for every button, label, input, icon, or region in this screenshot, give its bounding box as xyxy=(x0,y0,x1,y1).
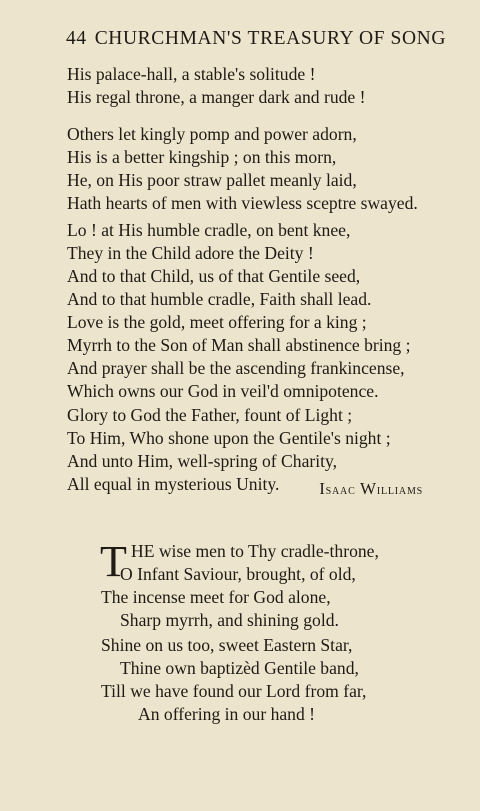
poem-line: To Him, Who shone upon the Gentile's night ; xyxy=(67,428,391,448)
poem-line: HE wise men to Thy cradle-throne, xyxy=(131,541,379,561)
poem-line: Others let kingly pomp and power adorn, xyxy=(67,124,357,144)
page-header xyxy=(66,28,446,50)
poem-line: An offering in our hand ! xyxy=(138,704,316,724)
poem-line: His regal throne, a manger dark and rude ! xyxy=(67,87,366,107)
hymn-stanza-2 xyxy=(101,634,366,726)
author-initial: I xyxy=(319,479,326,498)
poem-line: Thine own baptizèd Gentile band, xyxy=(120,658,359,678)
poem-line: Sharp myrrh, and shining gold. xyxy=(120,610,339,630)
poem-line: Glory to God the Father, fount of Light ; xyxy=(67,405,353,425)
poem-line: Lo ! at His humble cradle, on bent knee, xyxy=(67,220,351,240)
poem-line: Which owns our God in veil'd omnipotence. xyxy=(67,381,379,401)
stanza-2 xyxy=(67,123,418,215)
poem-line: And to that humble cradle, Faith shall lead. xyxy=(67,289,372,309)
poem-line: His palace-hall, a stable's solitude ! xyxy=(67,64,316,84)
poem-line: All equal in mysterious Unity. xyxy=(67,474,280,494)
author-name-part: saac xyxy=(325,482,356,498)
poem-line: O Infant Saviour, brought, of old, xyxy=(120,564,356,584)
page-number: 44 xyxy=(66,28,87,49)
poem-line: His is a better kingship ; on this morn, xyxy=(67,147,337,167)
hymn-stanza-1 xyxy=(101,563,356,632)
poem-line: They in the Child adore the Deity ! xyxy=(67,243,314,263)
stanza-3 xyxy=(67,219,371,311)
running-title: CHURCHMAN'S TREASURY OF SONG xyxy=(94,28,447,49)
stanza-4 xyxy=(67,311,411,403)
poem-line: Till we have found our Lord from far, xyxy=(101,681,367,701)
poem-line: Shine on us too, sweet Eastern Star, xyxy=(101,635,353,655)
poem-line: He, on His poor straw pallet meanly laid, xyxy=(67,170,357,190)
poem-line: And prayer shall be the ascending frankincense, xyxy=(67,358,405,378)
poem-line: And to that Child, us of that Gentile seed, xyxy=(67,266,361,286)
hymn-stanza-1-first-line xyxy=(131,540,379,563)
poem-line: Myrrh to the Son of Man shall abstinence bring ; xyxy=(67,335,411,355)
poem-line: Hath hearts of men with viewless sceptre swayed. xyxy=(67,193,418,213)
author-attribution xyxy=(319,479,423,499)
poem-line: Love is the gold, meet offering for a king ; xyxy=(67,312,367,332)
author-name-part: illiams xyxy=(376,482,423,498)
poem-line: And unto Him, well-spring of Charity, xyxy=(67,451,338,471)
drop-cap: T xyxy=(100,537,127,586)
author-initial: W xyxy=(359,479,377,498)
poem-line: The incense meet for God alone, xyxy=(101,587,331,607)
stanza-1 xyxy=(67,63,365,109)
